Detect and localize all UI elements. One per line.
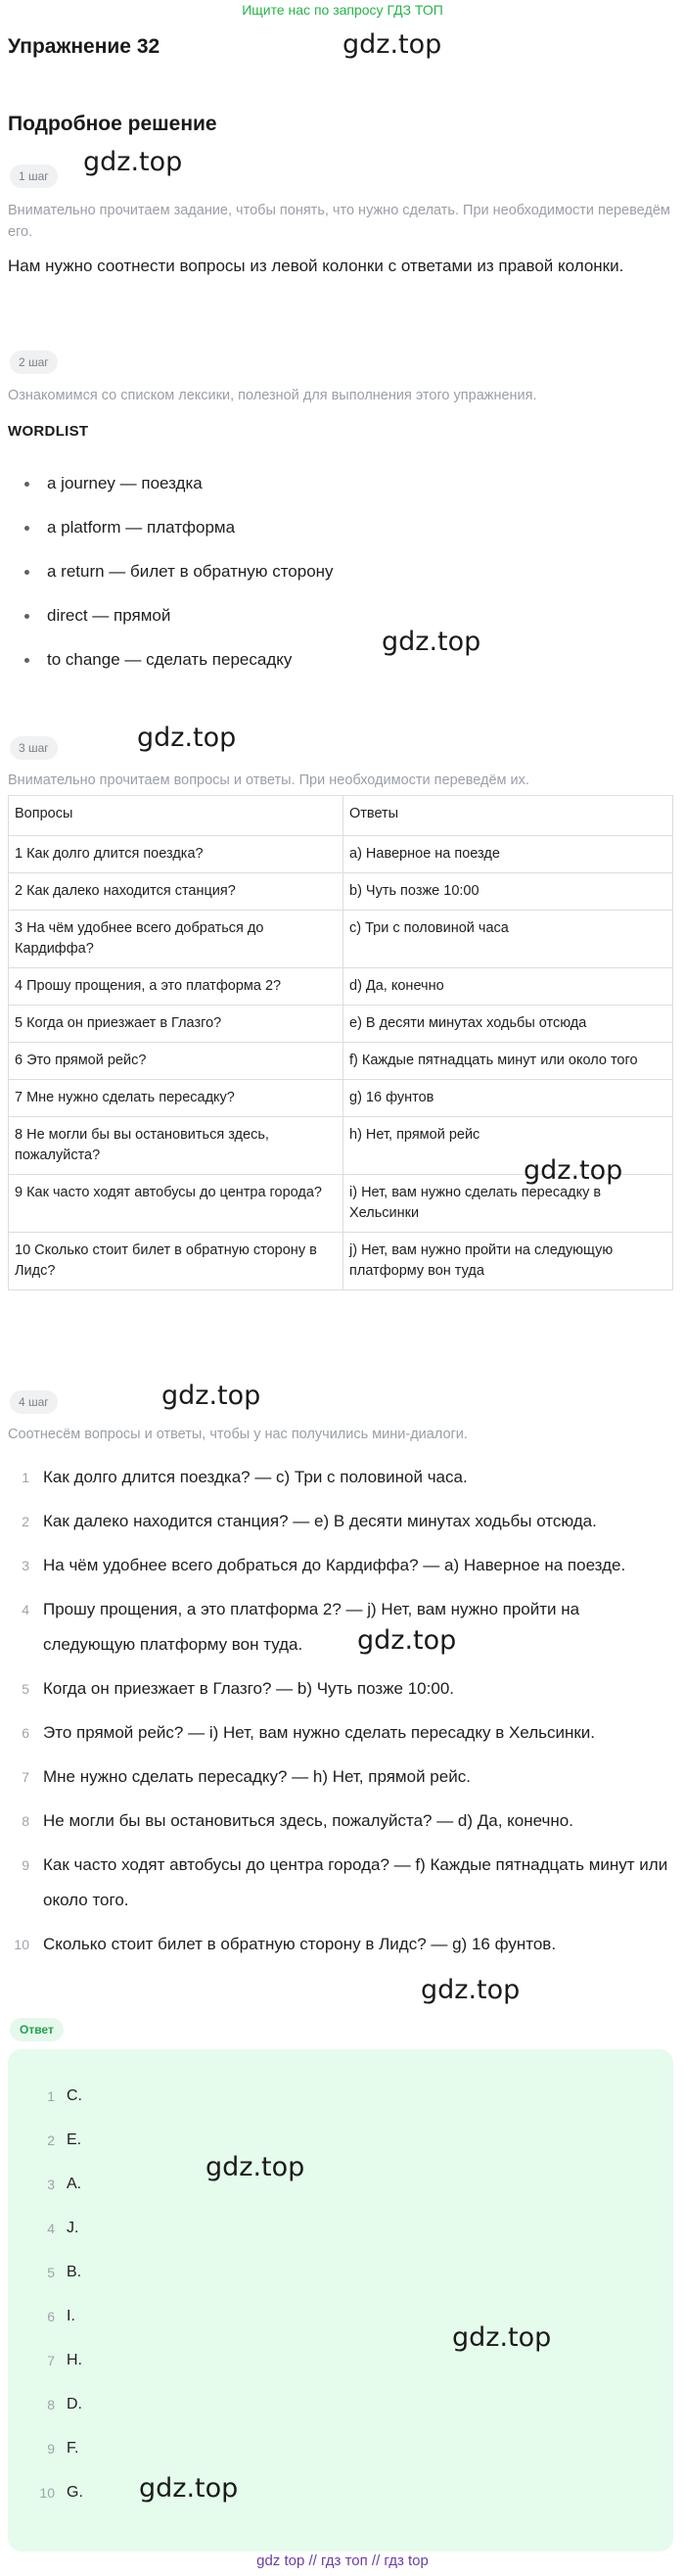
step-1-text: Нам нужно соотнести вопросы из левой колонки с ответами из правой колонки. bbox=[8, 257, 624, 275]
list-item: 4 Прошу прощения, а это платформа 2? — j) Нет, вам нужно пройти на следующую платформу вон туда. bbox=[22, 1600, 580, 1654]
dialog-text: Как долго длится поездка? — c) Три с половиной часа. bbox=[43, 1468, 468, 1486]
table-row bbox=[9, 1233, 673, 1290]
answer-list bbox=[29, 2084, 83, 2525]
dialog-text: На чём удобнее всего добраться до Кардиффа? — a) Наверное на поезде. bbox=[43, 1556, 626, 1574]
answer-cell: e) В десяти минутах ходьбы отсюда bbox=[343, 1006, 673, 1043]
question-cell: 6 Это прямой рейс? bbox=[9, 1043, 343, 1080]
answer-letter: A. bbox=[67, 2176, 82, 2192]
answer-letter: I. bbox=[67, 2308, 75, 2324]
question-cell: 10 Сколько стоит билет в обратную сторону в Лидс? bbox=[9, 1233, 343, 1290]
step-1-badge: 1 шаг bbox=[10, 164, 58, 188]
dialog-text: Не могли бы вы остановиться здесь, пожалуйста? — d) Да, конечно. bbox=[43, 1811, 573, 1830]
list-item: 1 Как долго длится поездка? — c) Три с половиной часа. bbox=[22, 1468, 468, 1486]
step-4-badge: 4 шаг bbox=[10, 1390, 58, 1414]
table-header-row bbox=[9, 796, 673, 836]
question-cell: 8 Не могли бы вы остановиться здесь, пожалуйста? bbox=[9, 1117, 343, 1175]
step-2-note: Ознакомимся со списком лексики, полезной для выполнения этого упражнения. bbox=[8, 388, 537, 403]
list-item: 3 A. bbox=[47, 2176, 82, 2192]
wordlist-title: WORDLIST bbox=[8, 423, 89, 440]
table-row bbox=[9, 873, 673, 911]
dialog-text: Это прямой рейс? — i) Нет, вам нужно сделать пересадку в Хельсинки. bbox=[43, 1723, 596, 1742]
question-cell: 3 На чём удобнее всего добраться до Кардиффа? bbox=[9, 911, 343, 968]
question-cell: 1 Как долго длится поездка? bbox=[9, 836, 343, 873]
question-cell: 9 Как часто ходят автобусы до центра города? bbox=[9, 1175, 343, 1233]
question-cell: 7 Мне нужно сделать пересадку? bbox=[9, 1080, 343, 1117]
answer-letter: E. bbox=[67, 2131, 82, 2148]
answer-badge: Ответ bbox=[10, 2018, 64, 2041]
answer-letter: H. bbox=[67, 2352, 82, 2368]
watermark: gdz.top bbox=[83, 147, 183, 177]
dialog-text: Прошу прощения, а это платформа 2? — j) Нет, вам нужно пройти на следующую платформу вон туда. bbox=[43, 1600, 580, 1654]
wordlist-item: direct — прямой bbox=[47, 606, 171, 625]
list-item: 7 Мне нужно сделать пересадку? — h) Нет, прямой рейс. bbox=[22, 1767, 471, 1786]
watermark: gdz.top bbox=[161, 1381, 261, 1411]
wordlist bbox=[20, 466, 334, 686]
step-1-note: Внимательно прочитаем задание, чтобы понять, что нужно сделать. При необходимости переведём его. bbox=[8, 203, 670, 240]
watermark: gdz.top bbox=[452, 2322, 552, 2353]
list-item: 9 F. bbox=[47, 2440, 79, 2457]
list-item: 5 Когда он приезжает в Глазго? — b) Чуть позже 10:00. bbox=[22, 1679, 454, 1698]
table-row bbox=[9, 1080, 673, 1117]
watermark: gdz.top bbox=[421, 1975, 521, 2005]
step-3-badge: 3 шаг bbox=[10, 736, 58, 760]
bullet-icon bbox=[24, 658, 29, 663]
table-row bbox=[9, 911, 673, 968]
answer-cell: h) Нет, прямой рейс bbox=[343, 1117, 673, 1175]
list-item bbox=[20, 510, 334, 554]
section-title: Подробное решение bbox=[8, 113, 217, 135]
list-item: 3 На чём удобнее всего добраться до Кардиффа? — a) Наверное на поезде. bbox=[22, 1556, 626, 1574]
list-item: 1 C. bbox=[47, 2087, 82, 2104]
answer-cell: j) Нет, вам нужно пройти на следующую платформу вон туда bbox=[343, 1233, 673, 1290]
step-3-note: Внимательно прочитаем вопросы и ответы. При необходимости переведём их. bbox=[8, 773, 529, 788]
search-banner[interactable]: Ищите нас по запросу ГДЗ ТОП bbox=[242, 2, 443, 18]
dialog-text: Как часто ходят автобусы до центра города? — f) Каждые пятнадцать минут или около того. bbox=[43, 1855, 668, 1909]
dialog-text: Как далеко находится станция? — e) В десяти минутах ходьбы отсюда. bbox=[43, 1512, 597, 1530]
list-item: 7 H. bbox=[47, 2352, 82, 2368]
page-title: Упражнение 32 bbox=[8, 35, 160, 58]
watermark: gdz.top bbox=[357, 1625, 457, 1656]
table-row bbox=[9, 1006, 673, 1043]
watermark: gdz.top bbox=[342, 29, 442, 60]
watermark: gdz.top bbox=[524, 1155, 623, 1186]
answer-cell: d) Да, конечно bbox=[343, 968, 673, 1006]
questions-answers-table bbox=[8, 795, 673, 1290]
answer-cell: f) Каждые пятнадцать минут или около того bbox=[343, 1043, 673, 1080]
footer-links[interactable]: gdz top // гдз топ // гдз top bbox=[256, 2553, 429, 2569]
table-row bbox=[9, 1043, 673, 1080]
bullet-icon bbox=[24, 482, 29, 487]
question-cell: 4 Прошу прощения, а это платформа 2? bbox=[9, 968, 343, 1006]
list-item bbox=[20, 466, 334, 510]
dialog-text: Сколько стоит билет в обратную сторону в Лидс? — g) 16 фунтов. bbox=[43, 1935, 557, 1953]
column-header-answers: Ответы bbox=[343, 796, 673, 836]
wordlist-item: a journey — поездка bbox=[47, 474, 203, 492]
answer-letter: F. bbox=[67, 2440, 79, 2457]
answer-box bbox=[8, 2049, 673, 2552]
dialog-list bbox=[8, 1460, 673, 1971]
list-item bbox=[20, 642, 334, 686]
bullet-icon bbox=[24, 526, 29, 531]
dialog-text: Когда он приезжает в Глазго? — b) Чуть позже 10:00. bbox=[43, 1679, 454, 1698]
step-4-note: Соотнесём вопросы и ответы, чтобы у нас получились мини-диалоги. bbox=[8, 1427, 468, 1442]
answer-letter: G. bbox=[67, 2484, 83, 2501]
list-item: 6 I. bbox=[47, 2308, 75, 2324]
answer-cell: a) Наверное на поезде bbox=[343, 836, 673, 873]
watermark: gdz.top bbox=[382, 627, 481, 657]
list-item: 10 G. bbox=[39, 2484, 83, 2501]
list-item: 8 Не могли бы вы остановиться здесь, пожалуйста? — d) Да, конечно. bbox=[22, 1811, 573, 1830]
bullet-icon bbox=[24, 614, 29, 619]
dialog-text: Мне нужно сделать пересадку? — h) Нет, прямой рейс. bbox=[43, 1767, 471, 1786]
list-item: 5 B. bbox=[47, 2264, 82, 2280]
list-item bbox=[20, 554, 334, 598]
column-header-questions: Вопросы bbox=[9, 796, 343, 836]
table-row bbox=[9, 836, 673, 873]
answer-letter: B. bbox=[67, 2264, 82, 2280]
list-item: 6 Это прямой рейс? — i) Нет, вам нужно сделать пересадку в Хельсинки. bbox=[22, 1723, 596, 1742]
watermark: gdz.top bbox=[139, 2473, 239, 2504]
answer-cell: g) 16 фунтов bbox=[343, 1080, 673, 1117]
answer-letter: C. bbox=[67, 2087, 82, 2104]
list-item: 2 E. bbox=[47, 2131, 82, 2148]
watermark: gdz.top bbox=[137, 723, 237, 753]
list-item: 2 Как далеко находится станция? — e) В десяти минутах ходьбы отсюда. bbox=[22, 1512, 597, 1530]
answer-cell: b) Чуть позже 10:00 bbox=[343, 873, 673, 911]
answer-letter: J. bbox=[67, 2220, 79, 2236]
list-item: 9 Как часто ходят автобусы до центра города? — f) Каждые пятнадцать минут или около того. bbox=[22, 1855, 668, 1909]
wordlist-item: a platform — платформа bbox=[47, 518, 236, 537]
list-item bbox=[20, 598, 334, 642]
question-cell: 2 Как далеко находится станция? bbox=[9, 873, 343, 911]
watermark: gdz.top bbox=[206, 2152, 305, 2182]
list-item: 10 Сколько стоит билет в обратную сторону в Лидс? — g) 16 фунтов. bbox=[14, 1935, 557, 1953]
answer-cell: c) Три с половиной часа bbox=[343, 911, 673, 968]
wordlist-item: to change — сделать пересадку bbox=[47, 650, 293, 669]
list-item: 4 J. bbox=[47, 2220, 79, 2236]
answer-letter: D. bbox=[67, 2396, 82, 2412]
answer-cell: i) Нет, вам нужно сделать пересадку в Хельсинки bbox=[343, 1175, 673, 1233]
step-2-badge: 2 шаг bbox=[10, 351, 58, 374]
question-cell: 5 Когда он приезжает в Глазго? bbox=[9, 1006, 343, 1043]
wordlist-item: a return — билет в обратную сторону bbox=[47, 562, 334, 581]
bullet-icon bbox=[24, 570, 29, 575]
table-row bbox=[9, 968, 673, 1006]
list-item: 8 D. bbox=[47, 2396, 82, 2412]
